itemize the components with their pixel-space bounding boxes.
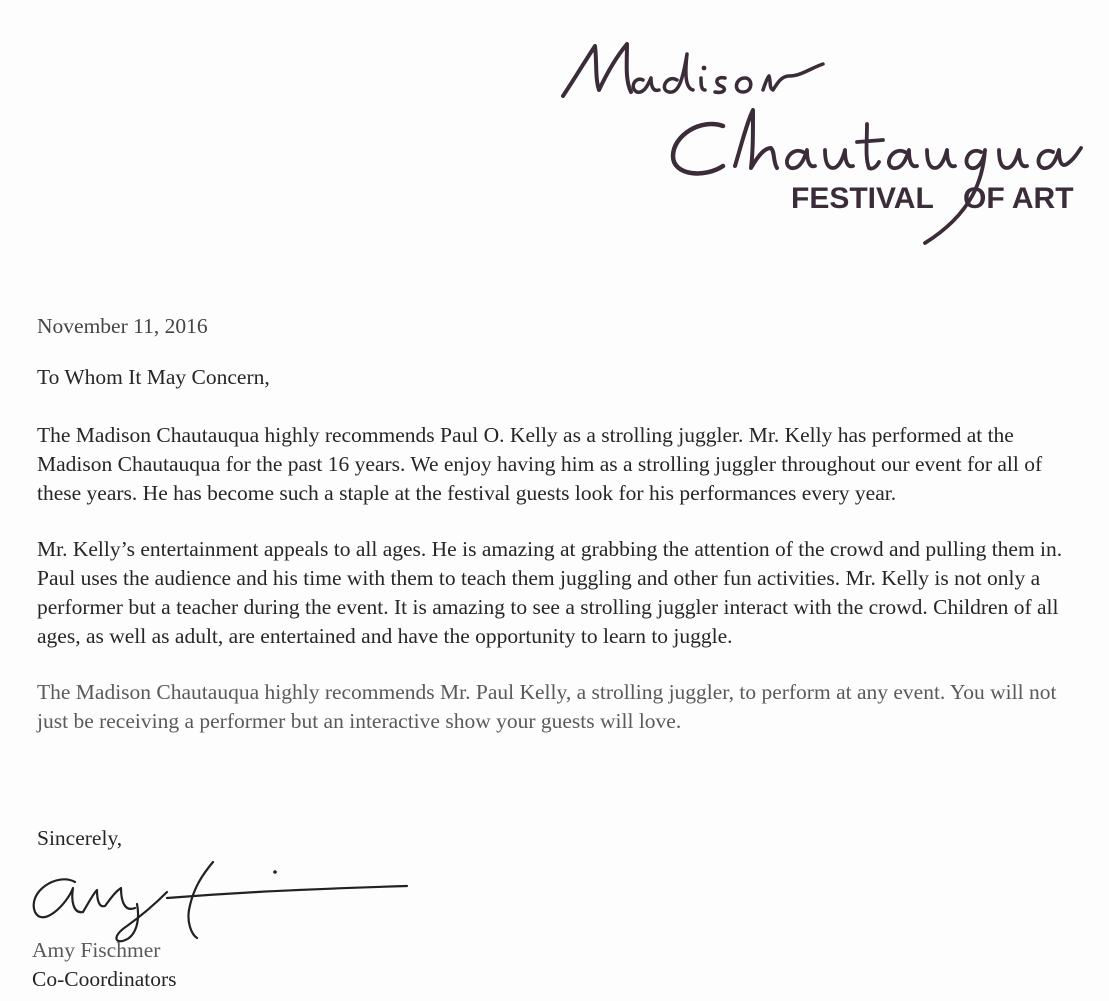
letter-salutation: To Whom It May Concern, <box>37 365 270 389</box>
letter-date: November 11, 2016 <box>37 314 208 338</box>
paragraph-1: The Madison Chautauqua highly recommends Paul O. Kelly as a strolling juggler. Mr. Kelly has performed at the Madison Chautauqua for the past 16 years. We enjoy having him as a strolling juggler throughout our event for all of these years. He has become such a staple at the festival guests look for his performances every year. <box>37 423 1043 505</box>
signer-block <box>32 936 177 994</box>
signer-title: Co-Coordinators <box>32 967 177 991</box>
logo-festival-text: FESTIVAL <box>791 182 934 215</box>
letter-closing: Sincerely, <box>37 826 123 850</box>
signer-name: Amy Fischmer <box>32 938 161 962</box>
madison-chautauqua-logo <box>555 18 1095 250</box>
letter-body <box>32 312 1077 991</box>
paragraph-3: The Madison Chautauqua highly recommends Mr. Paul Kelly, a strolling juggler, to perform at any event. You will not just be receiving a performer but an interactive show your guests will love. <box>37 680 1057 733</box>
logo-of-art-text: OF ART <box>963 182 1074 215</box>
logo-graphic <box>555 18 1095 250</box>
paragraph-2: Mr. Kelly’s entertainment appeals to all ages. He is amazing at grabbing the attention of the crowd and pulling them in. Paul uses the audience and his time with them to teach them juggling and other fun activities. Mr. Kelly is not only a performer but a teacher during the event. It is amazing to see a strolling juggler interact with the crowd. Children of all ages, as well as adult, are entertained and have the opportunity to learn to juggle. <box>37 537 1063 648</box>
